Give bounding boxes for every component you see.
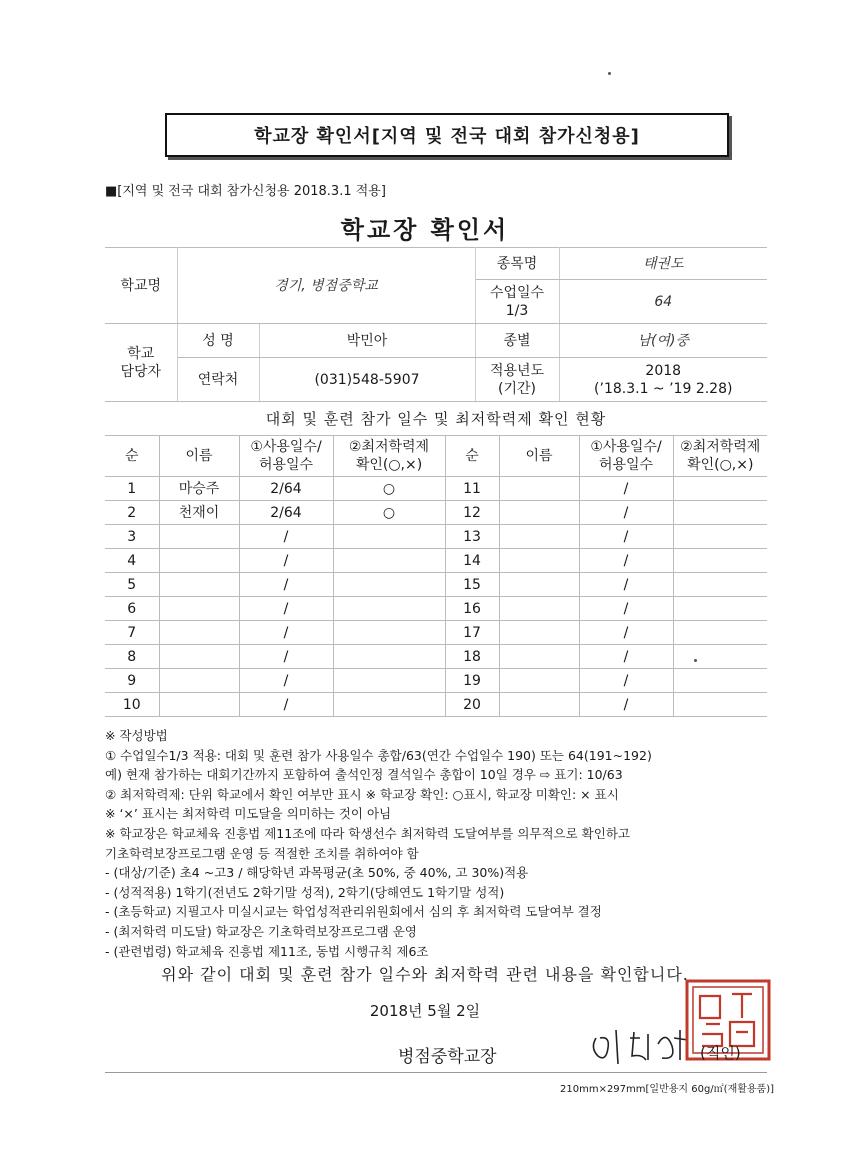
cell-name (499, 597, 579, 621)
info-table (105, 247, 767, 402)
cell-name (499, 693, 579, 717)
header-check (673, 436, 767, 477)
cell-name (159, 645, 239, 669)
school-label: 학교명 (105, 248, 177, 324)
header-days (579, 436, 673, 477)
cell-days: / (239, 525, 333, 549)
cell-name (159, 549, 239, 573)
cell-name (159, 693, 239, 717)
cell-check (333, 621, 445, 645)
cell-days: / (239, 573, 333, 597)
cell-name (499, 645, 579, 669)
table-row (105, 597, 767, 621)
year-label-line2: (기간) (498, 380, 536, 397)
cell-no: 13 (445, 525, 499, 549)
cell-no: 6 (105, 597, 159, 621)
header-check-line1: ②최저학력제 (348, 439, 430, 455)
cell-no: 10 (105, 693, 159, 717)
cell-no: 5 (105, 573, 159, 597)
contact-label: 연락처 (177, 358, 259, 402)
cell-days: / (579, 549, 673, 573)
table-row (105, 573, 767, 597)
section-title: 대회 및 훈련 참가 일수 및 최저학력제 확인 현황 (265, 410, 607, 428)
days-label-line1: 수업일수 (489, 284, 545, 301)
cell-no: 7 (105, 621, 159, 645)
document-banner: 학교장 확인서[지역 및 전국 대회 참가신청용] (165, 113, 729, 157)
scan-speck (694, 659, 697, 662)
header-no: 순 (445, 436, 499, 477)
contact-value: (031)548-5907 (259, 358, 475, 402)
manager-label (105, 324, 177, 402)
header-check-line1: ②최저학력제 (680, 439, 761, 455)
cell-no: 16 (445, 597, 499, 621)
cell-no: 4 (105, 549, 159, 573)
cell-name (159, 669, 239, 693)
table-row (105, 501, 767, 525)
name-value: 박민아 (259, 324, 475, 358)
cell-days: 2/64 (239, 501, 333, 525)
cell-name (499, 501, 579, 525)
year-label-line1: 적용년도 (489, 362, 545, 379)
cell-no: 1 (105, 477, 159, 501)
year-value-line1: 2018 (645, 362, 682, 379)
seal-label: (직인) (700, 1044, 741, 1062)
gender-label: 종별 (475, 324, 559, 358)
instruction-line: ① 수업일수1/3 적용: 대회 및 훈련 참가 사용일수 총합/63(연간 수업일수 190) 또는 64(191~192) (105, 747, 652, 763)
cell-no: 9 (105, 669, 159, 693)
days-value: 64 (559, 280, 767, 324)
instruction-line: - (최저학력 미도달) 학교장은 기초학력보장프로그램 운영 (105, 923, 417, 939)
cell-check (333, 693, 445, 717)
days-label (475, 280, 559, 324)
instruction-line: ※ ‘×’ 표시는 최저학력 미도달을 의미하는 것이 아님 (105, 806, 392, 822)
cell-name (499, 669, 579, 693)
year-value-line2: (’18.3.1 ~ ’19 2.28) (594, 380, 733, 397)
instruction-line: - (관련법령) 학교체육 진흥법 제11조, 동법 시행규칙 제6조 (105, 943, 429, 959)
cell-no: 17 (445, 621, 499, 645)
cell-check (333, 549, 445, 573)
instruction-line: 기초학력보장프로그램 운영 등 적절한 조치를 취하여야 함 (105, 845, 419, 861)
page-title: 학교장 확인서 (340, 216, 510, 244)
table-row (105, 669, 767, 693)
cell-days: / (239, 645, 333, 669)
instruction-line: - (초등학교) 지필고사 미실시교는 학업성적관리위원회에서 심의 후 최저학력 도달여부 결정 (105, 904, 602, 920)
cell-days: / (579, 525, 673, 549)
cell-check (673, 501, 767, 525)
header-days-line1: ①사용일수/ (590, 439, 662, 455)
cell-check (673, 645, 767, 669)
cell-check (333, 597, 445, 621)
instructions (105, 726, 785, 961)
header-check-line2: 확인(○,×) (687, 457, 754, 473)
header-no: 순 (105, 436, 159, 477)
header-days (239, 436, 333, 477)
instruction-line: 예) 현재 참가하는 대회기간까지 포함하여 출석인정 결석일수 총합이 10일 경우 ⇨ 표기: 10/63 (105, 767, 623, 783)
header-name: 이름 (499, 436, 579, 477)
instruction-line: - (대상/기준) 초4 ~고3 / 해당학년 과목평균(초 50%, 중 40%, 고 30%)적용 (105, 865, 529, 881)
cell-check (673, 525, 767, 549)
cell-days: / (239, 693, 333, 717)
cell-days: / (579, 645, 673, 669)
instruction-line: ② 최저학력제: 단위 학교에서 확인 여부만 표시 ※ 학교장 확인: ○표시, 학교장 미확인: × 표시 (105, 786, 619, 802)
cell-name (499, 477, 579, 501)
issue-date: 2018년 5월 2일 (369, 1002, 481, 1020)
confirm-statement: 위와 같이 대회 및 훈련 참가 일수와 최저학력 관련 내용을 확인합니다. (161, 965, 689, 984)
cell-no: 14 (445, 549, 499, 573)
footer-divider (105, 1072, 767, 1073)
participation-table (105, 435, 767, 717)
cell-days: / (239, 669, 333, 693)
cell-no: 11 (445, 477, 499, 501)
cell-name (499, 573, 579, 597)
table-row (105, 525, 767, 549)
paper-spec: 210mm×297mm[일반용지 60g/㎡(재활용품)] (560, 1084, 775, 1095)
cell-check (673, 549, 767, 573)
form-subtitle: ■[지역 및 전국 대회 참가신청용 2018.3.1 적용] (105, 184, 386, 199)
cell-name: 천재이 (159, 501, 239, 525)
header-days-line1: ①사용일수/ (250, 439, 322, 455)
cell-check (673, 669, 767, 693)
school-value: 경기, 병점중학교 (177, 248, 475, 324)
cell-check (333, 645, 445, 669)
cell-name: 마승주 (159, 477, 239, 501)
table-row (105, 621, 767, 645)
cell-no: 18 (445, 645, 499, 669)
manager-label-line1: 학교 (127, 345, 155, 362)
signer-title: 병점중학교장 (398, 1047, 497, 1067)
cell-check (333, 669, 445, 693)
cell-check (673, 693, 767, 717)
cell-days: / (239, 621, 333, 645)
table-row (105, 477, 767, 501)
cell-check (673, 573, 767, 597)
cell-no: 2 (105, 501, 159, 525)
cell-days: / (579, 573, 673, 597)
cell-days: / (579, 621, 673, 645)
event-label: 종목명 (475, 248, 559, 280)
year-label (475, 358, 559, 402)
gender-value: 남(여)중 (559, 324, 767, 358)
cell-no: 19 (445, 669, 499, 693)
cell-check (673, 477, 767, 501)
event-value: 태권도 (559, 248, 767, 280)
cell-no: 15 (445, 573, 499, 597)
table-row (105, 549, 767, 573)
header-check-line2: 확인(○,×) (355, 457, 423, 473)
cell-no: 8 (105, 645, 159, 669)
cell-check (673, 621, 767, 645)
cell-days: / (579, 669, 673, 693)
cell-name (499, 549, 579, 573)
manager-label-line2: 담당자 (120, 363, 162, 380)
header-days-line2: 허용일수 (258, 457, 314, 473)
instruction-line: ※ 작성방법 (105, 728, 168, 743)
cell-no: 3 (105, 525, 159, 549)
cell-no: 12 (445, 501, 499, 525)
year-value (559, 358, 767, 402)
name-label: 성 명 (177, 324, 259, 358)
cell-check (673, 597, 767, 621)
cell-days: / (239, 549, 333, 573)
cell-days: / (579, 501, 673, 525)
cell-name (499, 525, 579, 549)
cell-name (159, 573, 239, 597)
cell-check: ○ (333, 477, 445, 501)
header-name: 이름 (159, 436, 239, 477)
signature-image (578, 1024, 698, 1068)
cell-check (333, 573, 445, 597)
instruction-line: ※ 학교장은 학교체육 진흥법 제11조에 따라 학생선수 최저학력 도달여부를 의무적으로 확인하고 (105, 825, 630, 841)
days-label-line2: 1/3 (505, 302, 529, 319)
cell-name (499, 621, 579, 645)
cell-check: ○ (333, 501, 445, 525)
header-check (333, 436, 445, 477)
cell-days: / (579, 597, 673, 621)
instruction-line: - (성적적용) 1학기(전년도 2학기말 성적), 2학기(당해연도 1학기말 성적) (105, 884, 505, 900)
cell-check (333, 525, 445, 549)
cell-name (159, 621, 239, 645)
cell-days: / (579, 477, 673, 501)
table-row (105, 693, 767, 717)
header-days-line2: 허용일수 (598, 457, 654, 473)
cell-days: / (579, 693, 673, 717)
cell-no: 20 (445, 693, 499, 717)
table-row (105, 645, 767, 669)
scan-speck (608, 72, 611, 75)
cell-name (159, 597, 239, 621)
cell-name (159, 525, 239, 549)
cell-days: 2/64 (239, 477, 333, 501)
cell-days: / (239, 597, 333, 621)
